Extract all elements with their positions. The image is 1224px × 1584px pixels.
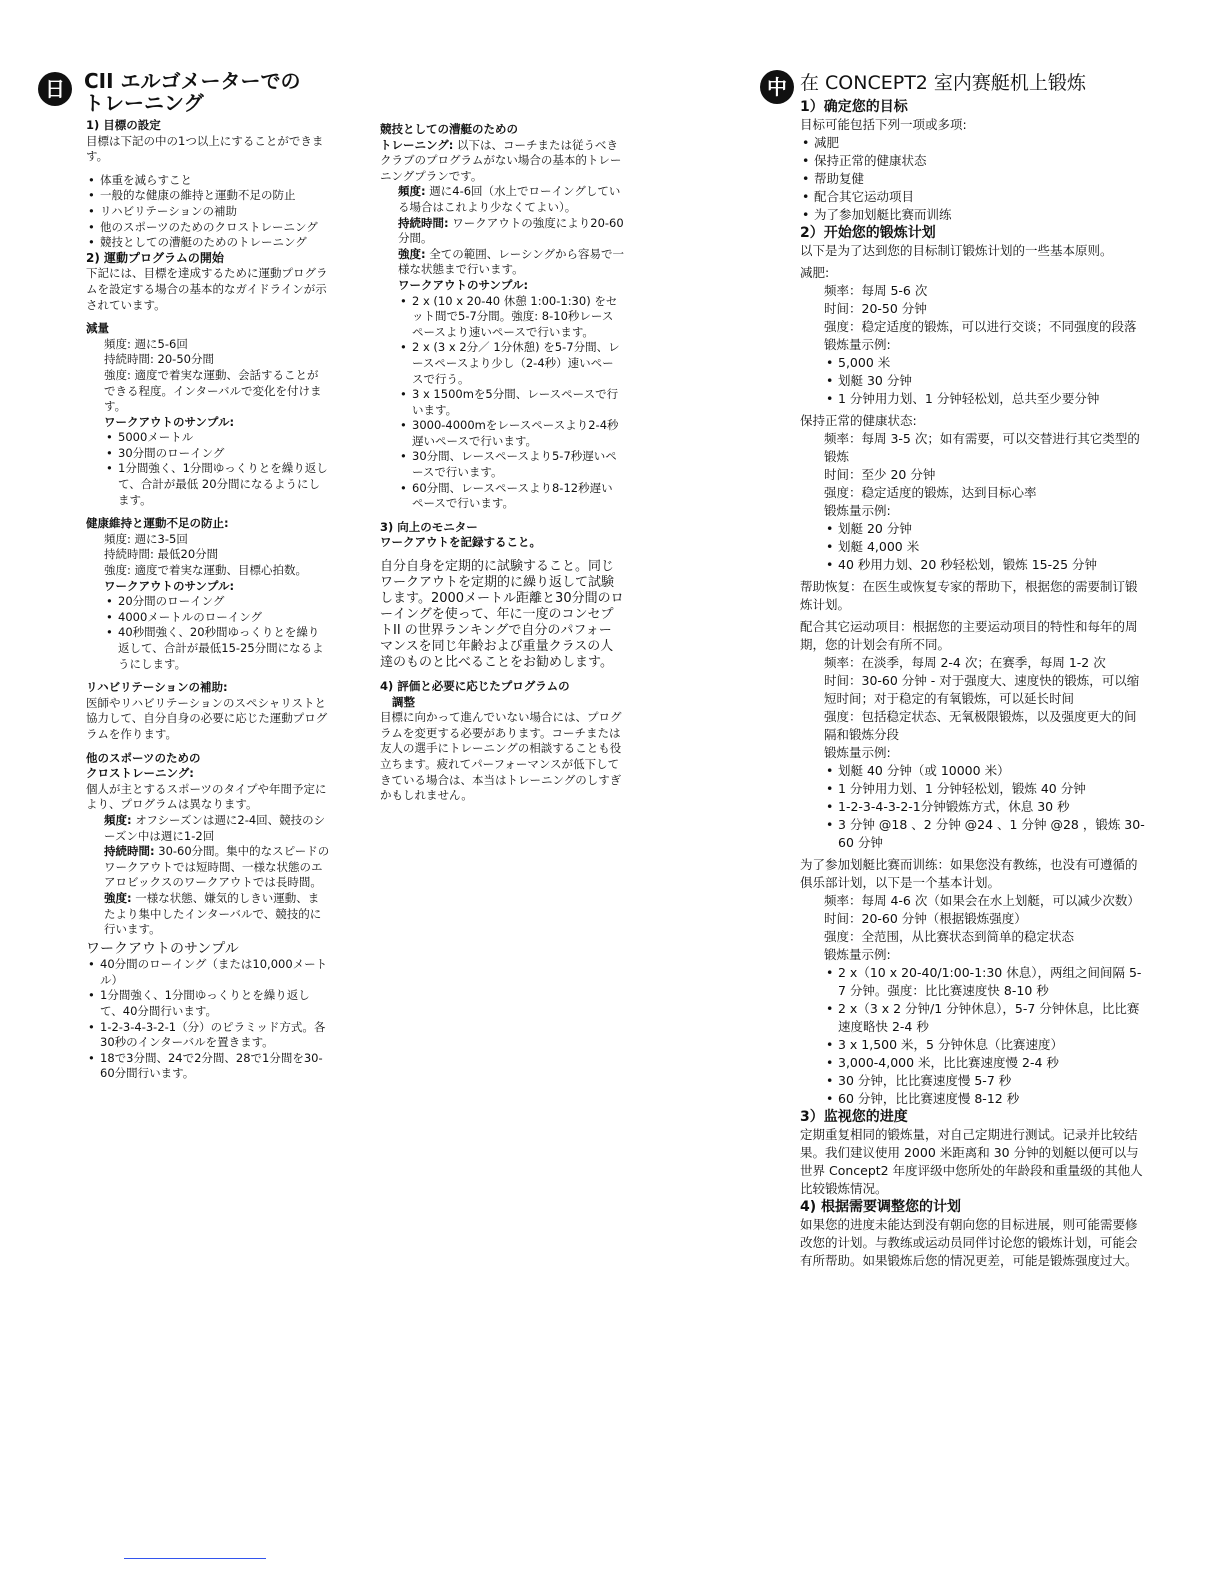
list-item: • 3 x 1,500 米，5 分钟休息（比赛速度） [824, 1036, 1145, 1054]
list-item: • 划艇 30 分钟 [824, 372, 1145, 390]
list-item: • 5,000 米 [824, 354, 1145, 372]
zh-title: 在 CONCEPT2 室内赛艇机上锻炼 [800, 72, 1086, 94]
zh-race-intensity: 强度：全范围，从比赛状态到简单的稳定状态 [824, 929, 1075, 944]
jp-race-duration: 持続時間: ワークアウトの強度により20-60分間。 [398, 215, 624, 246]
jp-health-heading: 健康維持と運動不足の防止: [86, 516, 229, 531]
jp-adjust-heading-2: 調整 [392, 694, 415, 709]
list-item: • 划艇 40 分钟（或 10000 米） [824, 762, 1145, 780]
zh-cross-frequency: 频率：在淡季，每周 2-4 次；在赛季，每周 1-2 次 [824, 655, 1106, 670]
zh-cross-sample-heading: 锻炼量示例: [824, 745, 891, 760]
list-item: • 1 分钟用力划、1 分钟轻松划，锻炼 40 分钟 [824, 780, 1145, 798]
jp-weight-frequency: 頻度: 週に5-6回 [104, 336, 188, 351]
jp-program-intro: 下記には、目標を達成するために運動プログラムを設定する場合の基本的なガイドラインが示されています。 [86, 266, 328, 312]
list-item: • 30分間のローイング [104, 446, 330, 462]
zh-goal-intro: 目标可能包括下列一项或多项: [800, 117, 967, 132]
list-item: • 4000メートルのローイング [104, 610, 330, 626]
zh-goal-list [800, 134, 1145, 224]
jp-rehab-body: 医師やリハビリテーションのスペシャリストと協力して、自分自身の必要に応じた運動プログラムを作ります。 [86, 695, 328, 741]
jp-cross-duration: 持続時間: 30-60分間。集中的なスピードのワークアウトでは短時間、一様な状態のエアロビックスのワークアウトでは長時間。 [104, 844, 330, 890]
zh-lose-sample-heading: 锻炼量示例: [824, 337, 891, 352]
list-item: • 3 x 1500mを5分間、レースペースで行います。 [398, 387, 624, 418]
jp-race-heading: 競技としての漕艇のための [380, 122, 518, 136]
jp-cross-intensity: 強度: 一様な状態、嫌気的しきい運動、またより集中したインターバルで、競技的に行います。 [104, 890, 322, 937]
jp-adjust-body: 目標に向かって進んでいない場合には、プログラムを変更する必要があります。コーチまたは友人の選手にトレーニングの相談することも役立ちます。疲れてパーフォーマンスが低下してきている場合は、本当はトレーニングのしすぎかもしれません。 [380, 710, 622, 803]
jp-cross-heading-2: クロストレーニング: [86, 766, 194, 781]
zh-cross-intensity: 强度：包括稳定状态、无氧极限锻炼，以及强度更大的间隔和锻炼分段 [824, 709, 1137, 742]
jp-weight-duration: 持続時間: 20-50分間 [104, 352, 214, 367]
list-item: • 3000-4000mをレースペースより2-4秒遅いペースで行います。 [398, 418, 624, 449]
jp-rehab-heading: リハビリテーションの補助: [86, 680, 228, 695]
jp-goal-heading: 1) 目標の設定 [86, 118, 161, 132]
zh-column [800, 98, 1145, 1270]
jp-goal-intro: 目標は下記の中の1つ以上にすることができます。 [86, 133, 324, 164]
jp-health-sample-heading: ワークアウトのサンプル: [104, 578, 235, 593]
zh-lose-intensity: 强度：稳定适度的锻炼，可以进行交谈；不同强度的段落 [824, 319, 1137, 334]
list-item: • 他のスポーツのためのクロストレーニング [86, 220, 330, 236]
list-item: • リハビリテーションの補助 [86, 204, 330, 220]
list-item: • 2 x (3 x 2分／ 1分休憩) を5-7分間、レースペースより少し（2-4秒）速いペースで行う。 [398, 340, 624, 387]
zh-rehab-text: 帮助恢复：在医生或恢复专家的帮助下，根据您的需要制订锻炼计划。 [800, 579, 1138, 612]
list-item: • 5000メートル [104, 430, 330, 446]
list-item: • 60分間、レースペースより8-12秒遅いペースで行います。 [398, 481, 624, 512]
zh-program-intro: 以下是为了达到您的目标制订锻炼计划的一些基本原则。 [800, 243, 1113, 258]
jp-weight-intensity: 強度: 適度で着実な運動、会話することができる程度。インターバルで変化を付けます。 [104, 367, 322, 414]
jp-weight-heading: 減量 [86, 321, 109, 336]
jp-program-heading: 2) 運動プログラムの開始 [86, 250, 224, 265]
zh-cross-intro: 配合其它运动项目：根据您的主要运动项目的特性和每年的周期，您的计划会有所不同。 [800, 619, 1138, 652]
jp-monitor-body: 自分自身を定期的に試験すること。同じワークアウトを定期的に繰り返して試験します。2000メートル距離と30分間のローイングを使って、年に一度のコンセプトII の世界ランキングで自分のパフォーマンスを同じ年齢および重量クラスの人達のものと比べることをお勧めします。 [380, 559, 624, 671]
list-item: • 1分間強く、1分間ゆっくりとを繰り返して、合計が最低 20分間になるようにします。 [104, 461, 330, 508]
jp-column-1 [86, 118, 330, 1082]
zh-cross-samples [824, 762, 1145, 852]
zh-race-frequency: 频率：每周 4-6 次（如果会在水上划艇，可以减少次数） [824, 893, 1140, 908]
jp-monitor-heading-2: ワークアウトを記録すること。 [380, 535, 541, 550]
jp-goal-list [86, 173, 330, 251]
zh-lose-frequency: 频率：每周 5-6 次 [824, 283, 928, 298]
zh-health-intensity: 强度：稳定适度的锻炼，达到目标心率 [824, 485, 1037, 500]
jp-column-2 [380, 122, 624, 804]
zh-health-sample-heading: 锻炼量示例: [824, 503, 891, 518]
list-item: • 30 分钟，比比赛速度慢 5-7 秒 [824, 1072, 1145, 1090]
list-item: • 1-2-3-4-3-2-1（分）のピラミッド方式。各30秒のインターバルを置きます。 [86, 1020, 330, 1051]
list-item: • 划艇 20 分钟 [824, 520, 1145, 538]
jp-race-intensity: 強度: 全ての範囲、レーシングから容易で一様な状態まで行います。 [398, 246, 625, 277]
list-item: • 競技としての漕艇のためのトレーニング [86, 235, 330, 251]
zh-adjust-body: 如果您的进度未能达到没有朝向您的目标进展，则可能需要修改您的计划。与教练或运动员同伴讨论您的锻炼计划，可能会有所帮助。如果锻炼后您的情况更差，可能是锻炼强度过大。 [800, 1217, 1138, 1268]
list-item: • 18で3分間、24で2分間、28で1分間を30-60分間行います。 [86, 1051, 330, 1082]
jp-cross-frequency: 頻度: オフシーズンは週に2-4回、競技のシーズン中は週に1-2回 [104, 812, 326, 843]
list-item: • 2 x (10 x 20-40 休憩 1:00-1:30) をセット間で5-7分間。強度: 8-10秒レースペースより速いペースで行います。 [398, 294, 624, 341]
jp-cross-sample-heading: ワークアウトのサンプル [86, 940, 239, 957]
zh-race-intro: 为了参加划艇比赛而训练：如果您没有教练，也没有可遵循的俱乐部计划，以下是一个基本计划。 [800, 857, 1138, 890]
list-item: • 保持正常的健康状态 [800, 152, 1145, 170]
jp-cross-samples [86, 957, 330, 1082]
list-item: • 60 分钟，比比赛速度慢 8-12 秒 [824, 1090, 1145, 1108]
zh-race-sample-heading: 锻炼量示例: [824, 947, 891, 962]
zh-monitor-heading: 3）监视您的进度 [800, 1109, 908, 1125]
zh-goal-heading: 1）确定您的目标 [800, 99, 908, 115]
jp-cross-intro: 個人が主とするスポーツのタイプや年間予定により、プログラムは異なります。 [86, 781, 327, 812]
zh-health-heading: 保持正常的健康状态: [800, 413, 917, 428]
jp-title-line1: CII エルゴメーターでの [84, 69, 301, 93]
list-item: • 1分間強く、1分間ゆっくりとを繰り返して、40分間行います。 [86, 988, 330, 1019]
chinese-language-badge: 中 [760, 70, 794, 104]
japanese-language-badge: 日 [38, 72, 72, 106]
jp-adjust-heading-1: 4) 評価と必要に応じたプログラムの [380, 679, 570, 694]
zh-lose-duration: 时间：20-50 分钟 [824, 301, 927, 316]
list-item: • 划艇 4,000 米 [824, 538, 1145, 556]
jp-cross-heading-1: 他のスポーツのための [86, 750, 201, 765]
list-item: • 40 秒用力划、20 秒轻松划，锻炼 15-25 分钟 [824, 556, 1145, 574]
list-item: • 为了参加划艇比赛而训练 [800, 206, 1145, 224]
list-item: • 1-2-3-4-3-2-1分钟锻炼方式，休息 30 秒 [824, 798, 1145, 816]
jp-monitor-heading-1: 3) 向上のモニター [380, 519, 478, 534]
jp-title-line2: トレーニング [84, 91, 204, 115]
zh-health-samples [824, 520, 1145, 574]
zh-health-frequency: 频率：每周 3-5 次；如有需要，可以交替进行其它类型的锻炼 [824, 431, 1140, 464]
list-item: • 一般的な健康の維持と運動不足の防止 [86, 188, 330, 204]
jp-race-sample-heading: ワークアウトのサンプル: [398, 277, 529, 292]
list-item: • 30分間、レースペースより5-7秒遅いペースで行います。 [398, 449, 624, 480]
jp-weight-samples [104, 430, 330, 508]
list-item: • 2 x（10 x 20-40/1:00-1:30 休息），两组之间间隔 5-7 分钟。强度：比比赛速度快 8-10 秒 [824, 964, 1145, 1000]
zh-health-duration: 时间：至少 20 分钟 [824, 467, 936, 482]
jp-title [84, 70, 301, 114]
zh-monitor-body: 定期重复相同的锻炼量，对自己定期进行测试。记录并比较结果。我们建议使用 2000 米距离和 30 分钟的划艇以便可以与世界 Concept2 年度评级中您所处的年龄段和重量级的其他人比较锻炼情况。 [800, 1127, 1143, 1196]
jp-health-samples [104, 594, 330, 672]
jp-health-frequency: 頻度: 週に3-5回 [104, 531, 188, 546]
zh-adjust-heading: 4) 根据需要调整您的计划 [800, 1199, 962, 1215]
list-item: • 2 x（3 x 2 分钟/1 分钟休息），5-7 分钟休息，比比赛速度略快 2-4 秒 [824, 1000, 1145, 1036]
list-item: • 帮助复健 [800, 170, 1145, 188]
list-item: • 20分間のローイング [104, 594, 330, 610]
zh-race-samples [824, 964, 1145, 1108]
zh-program-heading: 2）开始您的锻炼计划 [800, 225, 936, 241]
jp-health-intensity: 強度: 適度で着実な運動、目標心拍数。 [104, 563, 308, 578]
list-item: • 3,000-4,000 米，比比赛速度慢 2-4 秒 [824, 1054, 1145, 1072]
list-item: • 配合其它运动项目 [800, 188, 1145, 206]
list-item: • 3 分钟 @18 、2 分钟 @24 、1 分钟 @28 ，锻炼 30-60 分钟 [824, 816, 1145, 852]
zh-race-duration: 时间：20-60 分钟（根据锻炼强度） [824, 911, 1027, 926]
zh-lose-heading: 减肥: [800, 265, 830, 280]
jp-race-intro: トレーニング: 以下は、コーチまたは従うべきクラブのプログラムがない場合の基本的トレーニングプランです。 [380, 137, 622, 183]
footer-rule [124, 1558, 266, 1559]
jp-weight-sample-heading: ワークアウトのサンプル: [104, 414, 235, 429]
jp-race-frequency: 頻度: 週に4-6回（水上でローイングしている場合はこれより少なくてよい）。 [398, 184, 621, 214]
list-item: • 1 分钟用力划、1 分钟轻松划，总共至少要分钟 [824, 390, 1145, 408]
list-item: • 减肥 [800, 134, 1145, 152]
list-item: • 40分間のローイング（または10,000メートル） [86, 957, 330, 988]
list-item: • 40秒間強く、20秒間ゆっくりとを繰り返して、合計が最低15-25分間になるようにします。 [104, 625, 330, 672]
zh-lose-samples [824, 354, 1145, 408]
zh-cross-duration: 时间：30-60 分钟 - 对于强度大、速度快的锻炼，可以缩短时间；对于稳定的有氧锻炼，可以延长时间 [824, 673, 1140, 706]
jp-health-duration: 持続時間: 最低20分間 [104, 547, 219, 562]
list-item: • 体重を減らすこと [86, 173, 330, 189]
jp-race-samples [398, 294, 624, 512]
